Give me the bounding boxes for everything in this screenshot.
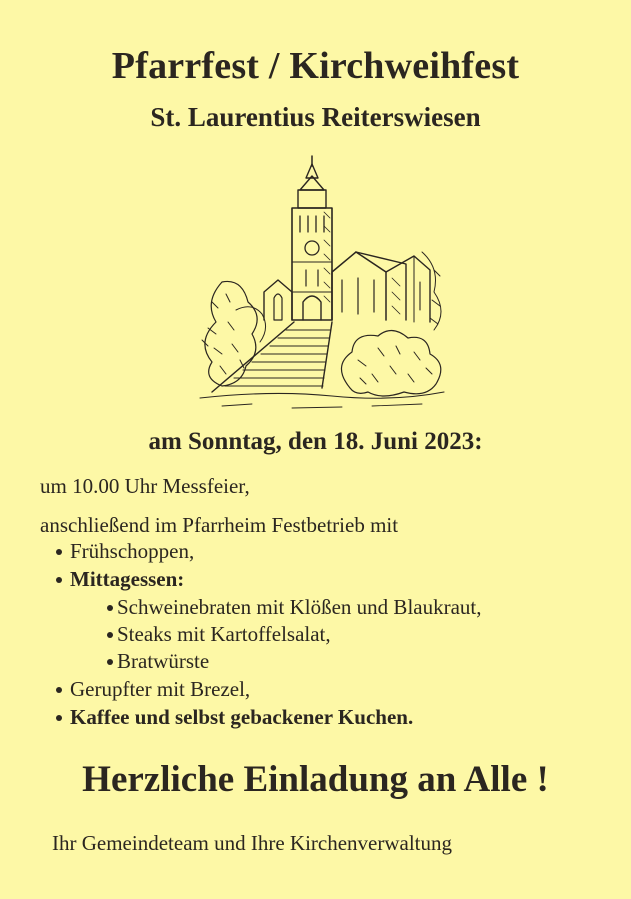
lunch-item (107, 595, 482, 620)
lunch-item (107, 622, 331, 647)
list-item (56, 567, 184, 592)
flyer-subtitle: St. Laurentius Reiterswiesen (150, 102, 481, 132)
list-item-label: Kaffee und selbst gebackener Kuchen. (70, 705, 414, 729)
bullet-icon (107, 605, 113, 611)
list-item-label: Gerupfter mit Brezel, (70, 677, 251, 701)
lunch-item-label: Bratwürste (117, 649, 210, 673)
church-drawing-icon (182, 152, 452, 414)
event-date: am Sonntag, den 18. Juni 2023: (148, 428, 483, 455)
list-item-label: Frühschoppen, (70, 539, 195, 563)
invitation-heading: Herzliche Einladung an Alle ! (82, 759, 549, 800)
bullet-icon (56, 549, 62, 555)
flyer-title: Pfarrfest / Kirchweihfest (111, 45, 520, 87)
list-item (56, 705, 413, 730)
bullet-icon (56, 577, 62, 583)
signature-line: Ihr Gemeindeteam und Ihre Kirchenverwaltung (52, 831, 453, 855)
mass-time: um 10.00 Uhr Messfeier, (40, 474, 250, 498)
list-item (56, 677, 250, 702)
lunch-item-label: Steaks mit Kartoffelsalat, (117, 622, 331, 646)
bullet-icon (107, 659, 113, 665)
bullet-icon (56, 715, 62, 721)
bullet-icon (107, 632, 113, 638)
festival-intro: anschließend im Pfarrheim Festbetrieb mit (40, 513, 399, 537)
list-item (56, 539, 194, 564)
list-item-label: Mittagessen: (70, 567, 185, 591)
bullet-icon (56, 687, 62, 693)
lunch-item (107, 649, 209, 674)
lunch-item-label: Schweinebraten mit Klößen und Blaukraut, (117, 595, 482, 619)
